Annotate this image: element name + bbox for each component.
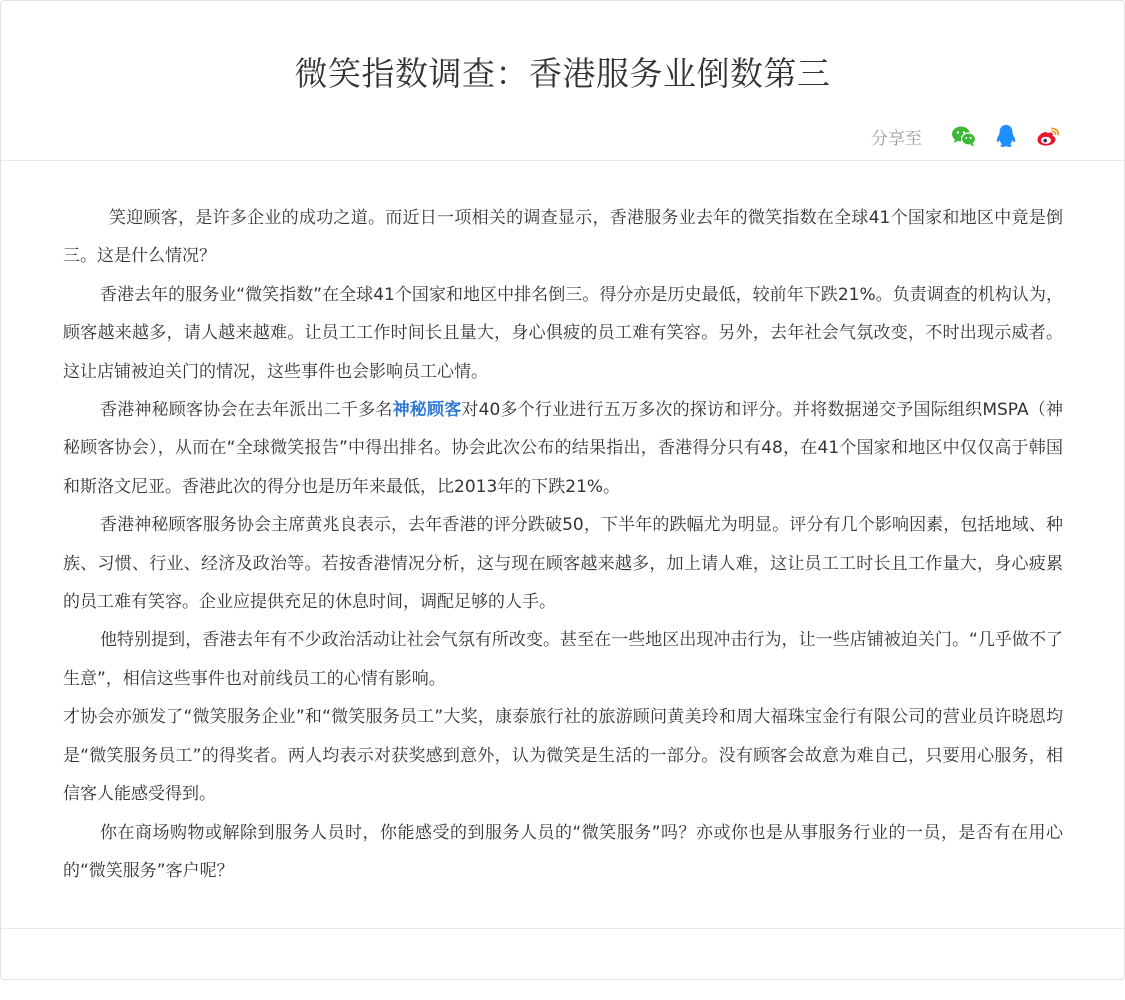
- paragraph: 才协会亦颁发了“微笑服务企业”和“微笑服务员工”大奖，康泰旅行社的旅游顾问黄美玲和周大福珠宝金行有限公司的营业员许晓恩均是“微笑服务员工”的得奖者。两人均表示对获奖感到意外，认为微笑是生活的一部分。没有顾客会故意为难自己，只要用心服务，相信客人能感受得到。: [63, 707, 1063, 805]
- article-body: [63, 199, 1063, 890]
- article-header: [1, 1, 1124, 161]
- share-label: 分享至: [871, 128, 922, 149]
- paragraph: [63, 391, 1063, 506]
- footer-divider: [1, 928, 1124, 929]
- mystery-shopper-link[interactable]: 神秘顾客: [392, 400, 462, 421]
- qq-icon[interactable]: [992, 122, 1020, 150]
- paragraph: 他特别提到，香港去年有不少政治活动让社会气氛有所改变。甚至在一些地区出现冲击行为，让一些店铺被迫关门。“几乎做不了生意”，相信这些事件也对前线员工的心情有影响。: [63, 630, 1063, 689]
- wechat-icon[interactable]: [950, 122, 978, 150]
- paragraph: 你在商场购物或解除到服务人员时，你能感受的到服务人员的“微笑服务”吗？亦或你也是从事服务行业的一员，是否有在用心的“微笑服务”客户呢？: [63, 822, 1063, 881]
- paragraph: 笑迎顾客，是许多企业的成功之道。而近日一项相关的调查显示，香港服务业去年的微笑指数在全球41个国家和地区中竟是倒三。这是什么情况？: [63, 208, 1063, 267]
- paragraph-text: 对40多个行业进行五万多次的探访和评分。并将数据递交予国际组织MSPA（神秘顾客协会），从而在“全球微笑报告”中得出排名。协会此次公布的结果指出，香港得分只有48，在41个国家和地区中仅仅高于韩国和斯洛文尼亚。香港此次的得分也是历年来最低，比2013年的下跌21%。: [63, 400, 1064, 497]
- weibo-icon[interactable]: [1034, 122, 1062, 150]
- paragraph: 香港神秘顾客服务协会主席黄兆良表示，去年香港的评分跌破50，下半年的跌幅尤为明显。评分有几个影响因素，包括地域、种族、习惯、行业、经济及政治等。若按香港情况分析，这与现在顾客越来越多，加上请人难，这让员工工时长且工作量大，身心疲累的员工难有笑容。企业应提供充足的休息时间，调配足够的人手。: [63, 515, 1063, 613]
- article-title: 微笑指数调查：香港服务业倒数第三: [294, 54, 831, 93]
- paragraph: 香港去年的服务业“微笑指数”在全球41个国家和地区中排名倒三。得分亦是历史最低，较前年下跌21%。负责调查的机构认为，顾客越来越多，请人越来越难。让员工工作时间长且量大，身心俱疲的员工难有笑容。另外，去年社会气氛改变，不时出现示威者。这让店铺被迫关门的情况，这些事件也会影响员工心情。: [63, 284, 1063, 382]
- share-bar: [871, 121, 1062, 151]
- paragraph-text: 香港神秘顾客协会在去年派出二千多名: [100, 400, 393, 421]
